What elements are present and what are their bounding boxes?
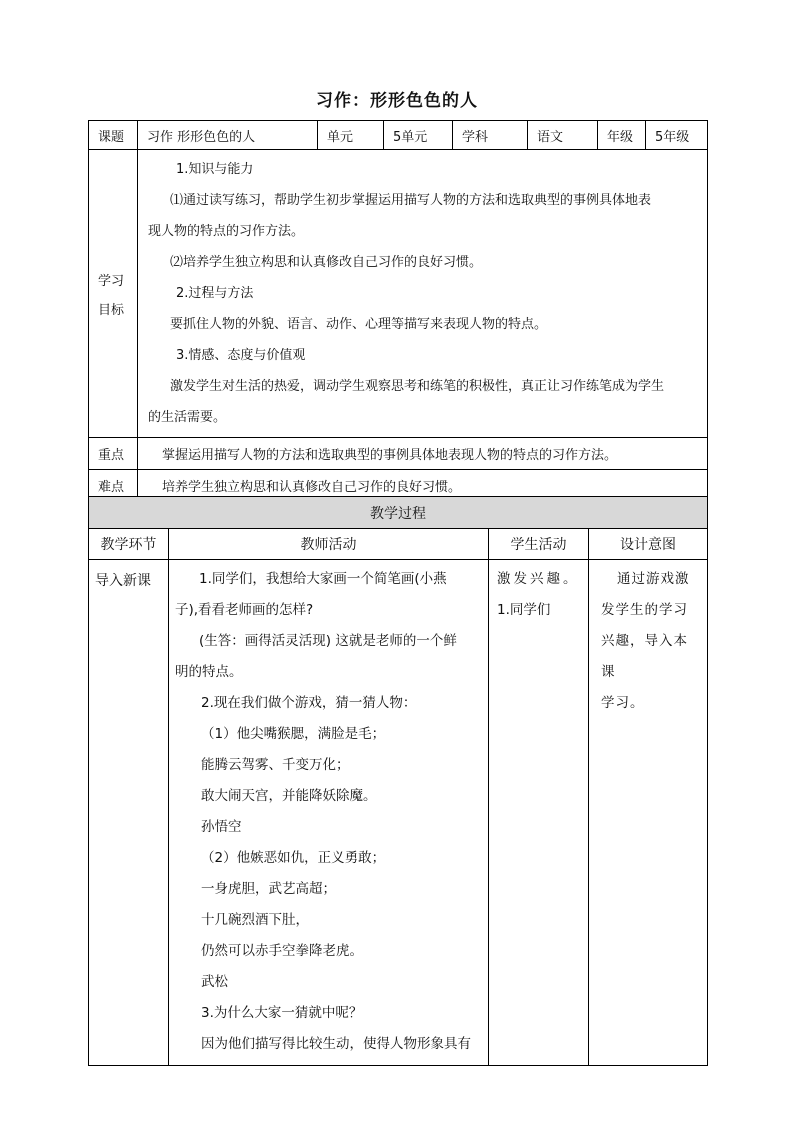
goals-label [89,150,138,438]
goal-line: 3.情感、态度与价值观 [176,348,306,363]
stage-label: 导入新课 [89,560,169,1066]
teacher-line: 敢大闹天宫，并能降妖除魔。 [201,788,377,804]
design-line: 兴趣，导入本课 [601,633,688,680]
teacher-line: 武松 [201,974,228,990]
teacher-line: 一身虎胆，武艺高超； [201,881,336,897]
teacher-line: 3.为什么大家一猜就中呢？ [201,1005,363,1021]
teacher-line: 明的特点。 [175,664,243,680]
key-point-text: 掌握运用描写人物的方法和选取典型的事例具体地表现人物的特点的习作方法。 [138,438,708,470]
teacher-line: 能腾云驾雾、千变万化； [201,757,350,773]
teacher-line: 仍然可以赤手空拳降老虎。 [201,943,363,959]
teacher-line: 1.同学们，我想给大家画一个简笔画(小燕 [199,571,447,587]
teacher-line: 子),看看老师画的怎样? [175,602,314,618]
teacher-line: 孙悟空 [201,819,242,835]
goal-line: 的生活需要。 [148,410,227,425]
process-title: 教学过程 [89,497,708,529]
student-activity [489,560,589,1066]
design-line: 学习。 [601,695,645,711]
key-point-label: 重点 [89,438,138,470]
teacher-line: 2.现在我们做个游戏，猜一猜人物： [201,695,417,711]
grade-value: 5年级 [646,121,708,150]
teacher-line: 因为他们描写得比较生动，使得人物形象具有 [201,1036,471,1052]
goal-line: 激发学生对生活的热爱，调动学生观察思考和练笔的积极性，真正让习作练笔成为学生 [170,379,665,394]
goal-line: 要抓住人物的外貌、语言、动作、心理等描写来表现人物的特点。 [170,317,548,332]
process-header-row [89,529,708,560]
column-header-stage: 教学环节 [89,529,169,560]
goals-content [138,150,708,438]
goal-line: ⑴通过读写练习，帮助学生初步掌握运用描写人物的方法和选取典型的事例具体地表 [170,193,652,208]
goal-line: 现人物的特点的习作方法。 [148,224,305,239]
goal-line: 2.过程与方法 [176,286,254,301]
difficulty-label: 难点 [89,470,138,502]
design-line: 通过游戏激 [617,571,690,587]
design-intent [589,560,708,1066]
teacher-line: （1）他尖嘴猴腮，满脸是毛； [201,726,386,742]
process-title-row [89,497,708,529]
subject-value: 语文 [528,121,598,150]
goal-line: 1.知识与能力 [176,162,254,177]
goal-line: ⑵培养学生独立构思和认真修改自己习作的良好习惯。 [170,255,483,270]
student-line: 1.同学们 [497,602,551,618]
column-header-design: 设计意图 [589,529,708,560]
teacher-activity [169,560,489,1066]
goals-label-line2: 目标 [98,302,125,318]
column-header-teacher: 教师活动 [169,529,489,560]
lesson-info-table [88,120,708,502]
teacher-line: （2）他嫉恶如仇，正义勇敢； [201,850,386,866]
process-body-row [89,560,708,1066]
grade-label: 年级 [598,121,646,150]
difficulty-text: 培养学生独立构思和认真修改自己习作的良好习惯。 [138,470,708,502]
goals-row [89,150,708,438]
topic-value: 习作 形形色色的人 [138,121,318,150]
topic-label: 课题 [89,121,138,150]
header-row [89,121,708,150]
goals-label-line1: 学习 [98,273,125,289]
student-line: 激发兴趣。 [497,571,580,587]
teaching-process-table [88,496,708,1066]
teacher-line: (生答：画得活灵活现) 这就是老师的一个鲜 [199,633,457,649]
design-line: 发学生的学习 [601,602,688,618]
page-title: 习作：形形色色的人 [316,91,478,111]
subject-label: 学科 [453,121,528,150]
unit-value: 5单元 [384,121,453,150]
column-header-student: 学生活动 [489,529,589,560]
teacher-line: 十几碗烈酒下肚， [201,912,309,928]
key-point-row [89,438,708,470]
unit-label: 单元 [318,121,384,150]
